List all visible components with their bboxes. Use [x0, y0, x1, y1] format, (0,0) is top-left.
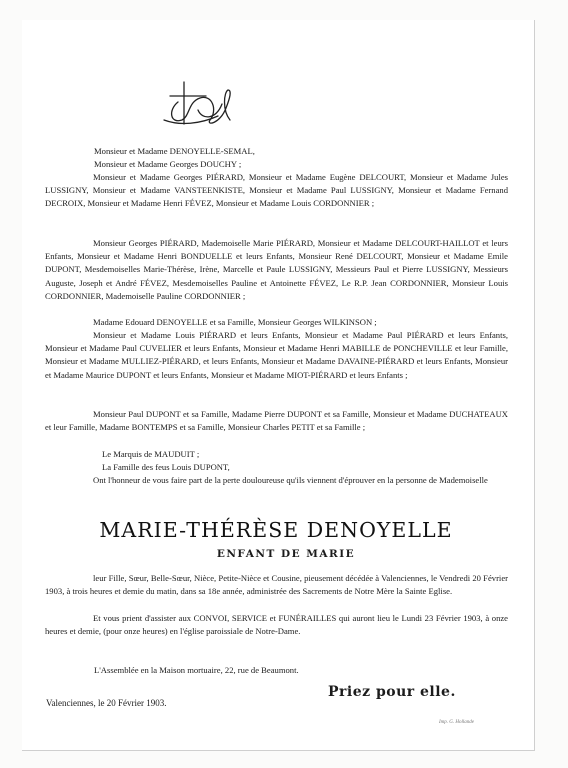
mourner-line-1: Monsieur et Madame DENOYELLE-SEMAL, [94, 146, 255, 156]
printer-mark: Imp. G. Hollande [439, 720, 474, 725]
mourner-paragraph-4: Monsieur Georges PIÉRARD, Mademoiselle Marie PIÉRARD, Monsieur et Madame DELCOURT-HAILLOT et leurs Enfants, Monsieur et Madame Henri BONDUELLE et leurs Enfants, Monsieur René DELCOURT, Monsieur et Madame Emile DUPONT, Mesdemoiselles Marie-Thérèse, Irène, Marcelle et Paule LUSSIGNY, Messieurs Paul et Pierre LUSSIGNY, Messieurs Auguste, Joseph et André FÉVEZ, Mesdemoiselles Pauline et Antoinette FÉVEZ, Le R.P. Jean CORDONNIER, Monsieur Louis CORDONNIER, Mademoiselle Pauline CORDONNIER ; [45, 238, 508, 301]
mourner-paragraph-6: Monsieur et Madame Louis PIÉRARD et leurs Enfants, Monsieur et Madame Paul PIÉRARD et leurs Enfants, Monsieur et Madame Paul CUVELIER et leurs Enfants, Monsieur et Madame Henri MABILLE de PONCHEVILLE et leur Famille, Monsieur et Madame MULLIEZ-PIÉRARD, et leurs Enfants, Monsieur et Madame DAVAINE-PIÉRARD et leurs Enfants, Monsieur et Madame Maurice DUPONT et leurs Enfants, Monsieur et Madame MIOT-PIÉRARD et leurs Enfants ; [45, 330, 508, 380]
mourner-paragraph-3: Monsieur et Madame Georges PIÉRARD, Monsieur et Madame Eugène DELCOURT, Monsieur et Madame Jules LUSSIGNY, Monsieur et Madame VANSTEENKISTE, Monsieur et Madame Paul LUSSIGNY, Monsieur et Madame Fernand DECROIX, Monsieur et Madame Henri FÉVEZ, Monsieur et Madame Louis CORDONNIER ; [45, 172, 508, 209]
deceased-title: ENFANT DE MARIE [216, 548, 356, 560]
funeral-invitation-paragraph: Et vous prient d'assister aux CONVOI, SERVICE et FUNÉRAILLES qui auront lieu le Lundi 23 Février 1903, à onze heures et demie, (pour onze heures) en l'église paroissiale de Notre-Dame. [45, 613, 508, 637]
deceased-name: MARIE-THÉRÈSE DENOYELLE [99, 518, 453, 542]
announcement-paragraph: Ont l'honneur de vous faire part de la perte douloureuse qu'ils viennent d'éprouver en la personne de Mademoiselle [93, 475, 488, 485]
cross-monogram-icon [160, 80, 250, 136]
mourner-line-9: La Famille des feus Louis DUPONT, [102, 462, 230, 472]
mourner-line-5: Madame Edouard DENOYELLE et sa Famille, Monsieur Georges WILKINSON ; [93, 317, 377, 327]
mourner-line-8: Le Marquis de MAUDUIT ; [102, 449, 200, 459]
mourner-paragraph-7: Monsieur Paul DUPONT et sa Famille, Madame Pierre DUPONT et sa Famille, Monsieur et Madame DUCHATEAUX et leur Famille, Madame BONTEMPS et sa Famille, Monsieur Charles PETIT et sa Famille ; [45, 409, 508, 433]
mourner-line-2: Monsieur et Madame Georges DOUCHY ; [94, 159, 242, 169]
memorial-card [22, 20, 535, 751]
prayer-request: Priez pour elle. [328, 684, 456, 700]
place-and-date: Valenciennes, le 20 Février 1903. [46, 698, 167, 708]
assembly-address-line: L'Assemblée en la Maison mortuaire, 22, rue de Beaumont. [94, 665, 299, 675]
death-details-paragraph: leur Fille, Sœur, Belle-Sœur, Nièce, Petite-Nièce et Cousine, pieusement décédée à Valenciennes, le Vendredi 20 Février 1903, à trois heures et demie du matin, dans sa 18e année, administrée des Sacrements de Notre Mère la Sainte Eglise. [45, 573, 508, 597]
